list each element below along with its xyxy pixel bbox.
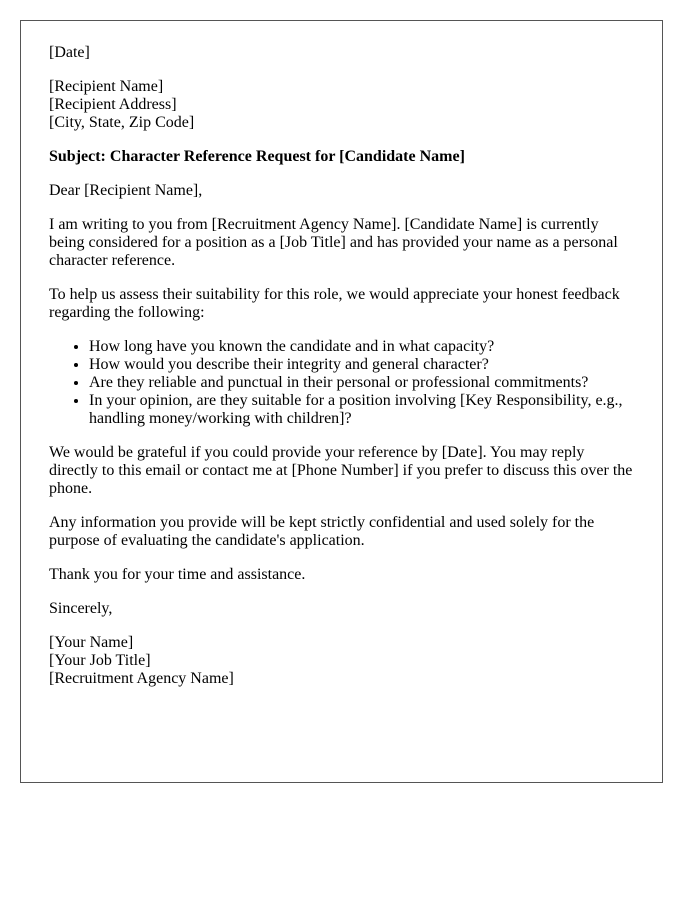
signature-title: [Your Job Title] — [49, 652, 151, 669]
thanks-paragraph: Thank you for your time and assistance. — [49, 566, 306, 583]
intro-paragraph: I am writing to you from [Recruitment Agency Name]. [Candidate Name] is currently being considered for a position as a [Job Title] and has provided your name as a personal character reference. — [49, 216, 618, 269]
signature-name: [Your Name] — [49, 634, 134, 651]
signature-block — [49, 634, 633, 688]
recipient-city: [City, State, Zip Code] — [49, 114, 195, 131]
salutation: Dear [Recipient Name], — [49, 182, 203, 199]
recipient-block — [49, 78, 633, 132]
list-item: • In your opinion, are they suitable for a position involving [Key Responsibility, e.g., handling money/working with children]? — [89, 392, 633, 428]
request-paragraph: To help us assess their suitability for this role, we would appreciate your honest feedback regarding the following: — [49, 286, 620, 321]
subject-line: Subject: Character Reference Request for [Candidate Name] — [49, 148, 465, 165]
list-item: • Are they reliable and punctual in their personal or professional commitments? — [89, 374, 633, 392]
date: [Date] — [49, 44, 90, 61]
letter — [20, 20, 663, 783]
deadline-paragraph: We would be grateful if you could provide your reference by [Date]. You may reply directly to this email or contact me at [Phone Number] if you prefer to discuss this over the phone. — [49, 444, 633, 497]
list-item: • How would you describe their integrity and general character? — [89, 356, 633, 374]
question-list — [49, 338, 633, 428]
signature-agency: [Recruitment Agency Name] — [49, 670, 234, 687]
recipient-address: [Recipient Address] — [49, 96, 177, 113]
list-item: • How long have you known the candidate and in what capacity? — [89, 338, 633, 356]
confidential-paragraph: Any information you provide will be kept strictly confidential and used solely for the purpose of evaluating the candidate's application. — [49, 514, 595, 549]
closing: Sincerely, — [49, 600, 113, 617]
recipient-name: [Recipient Name] — [49, 78, 164, 95]
